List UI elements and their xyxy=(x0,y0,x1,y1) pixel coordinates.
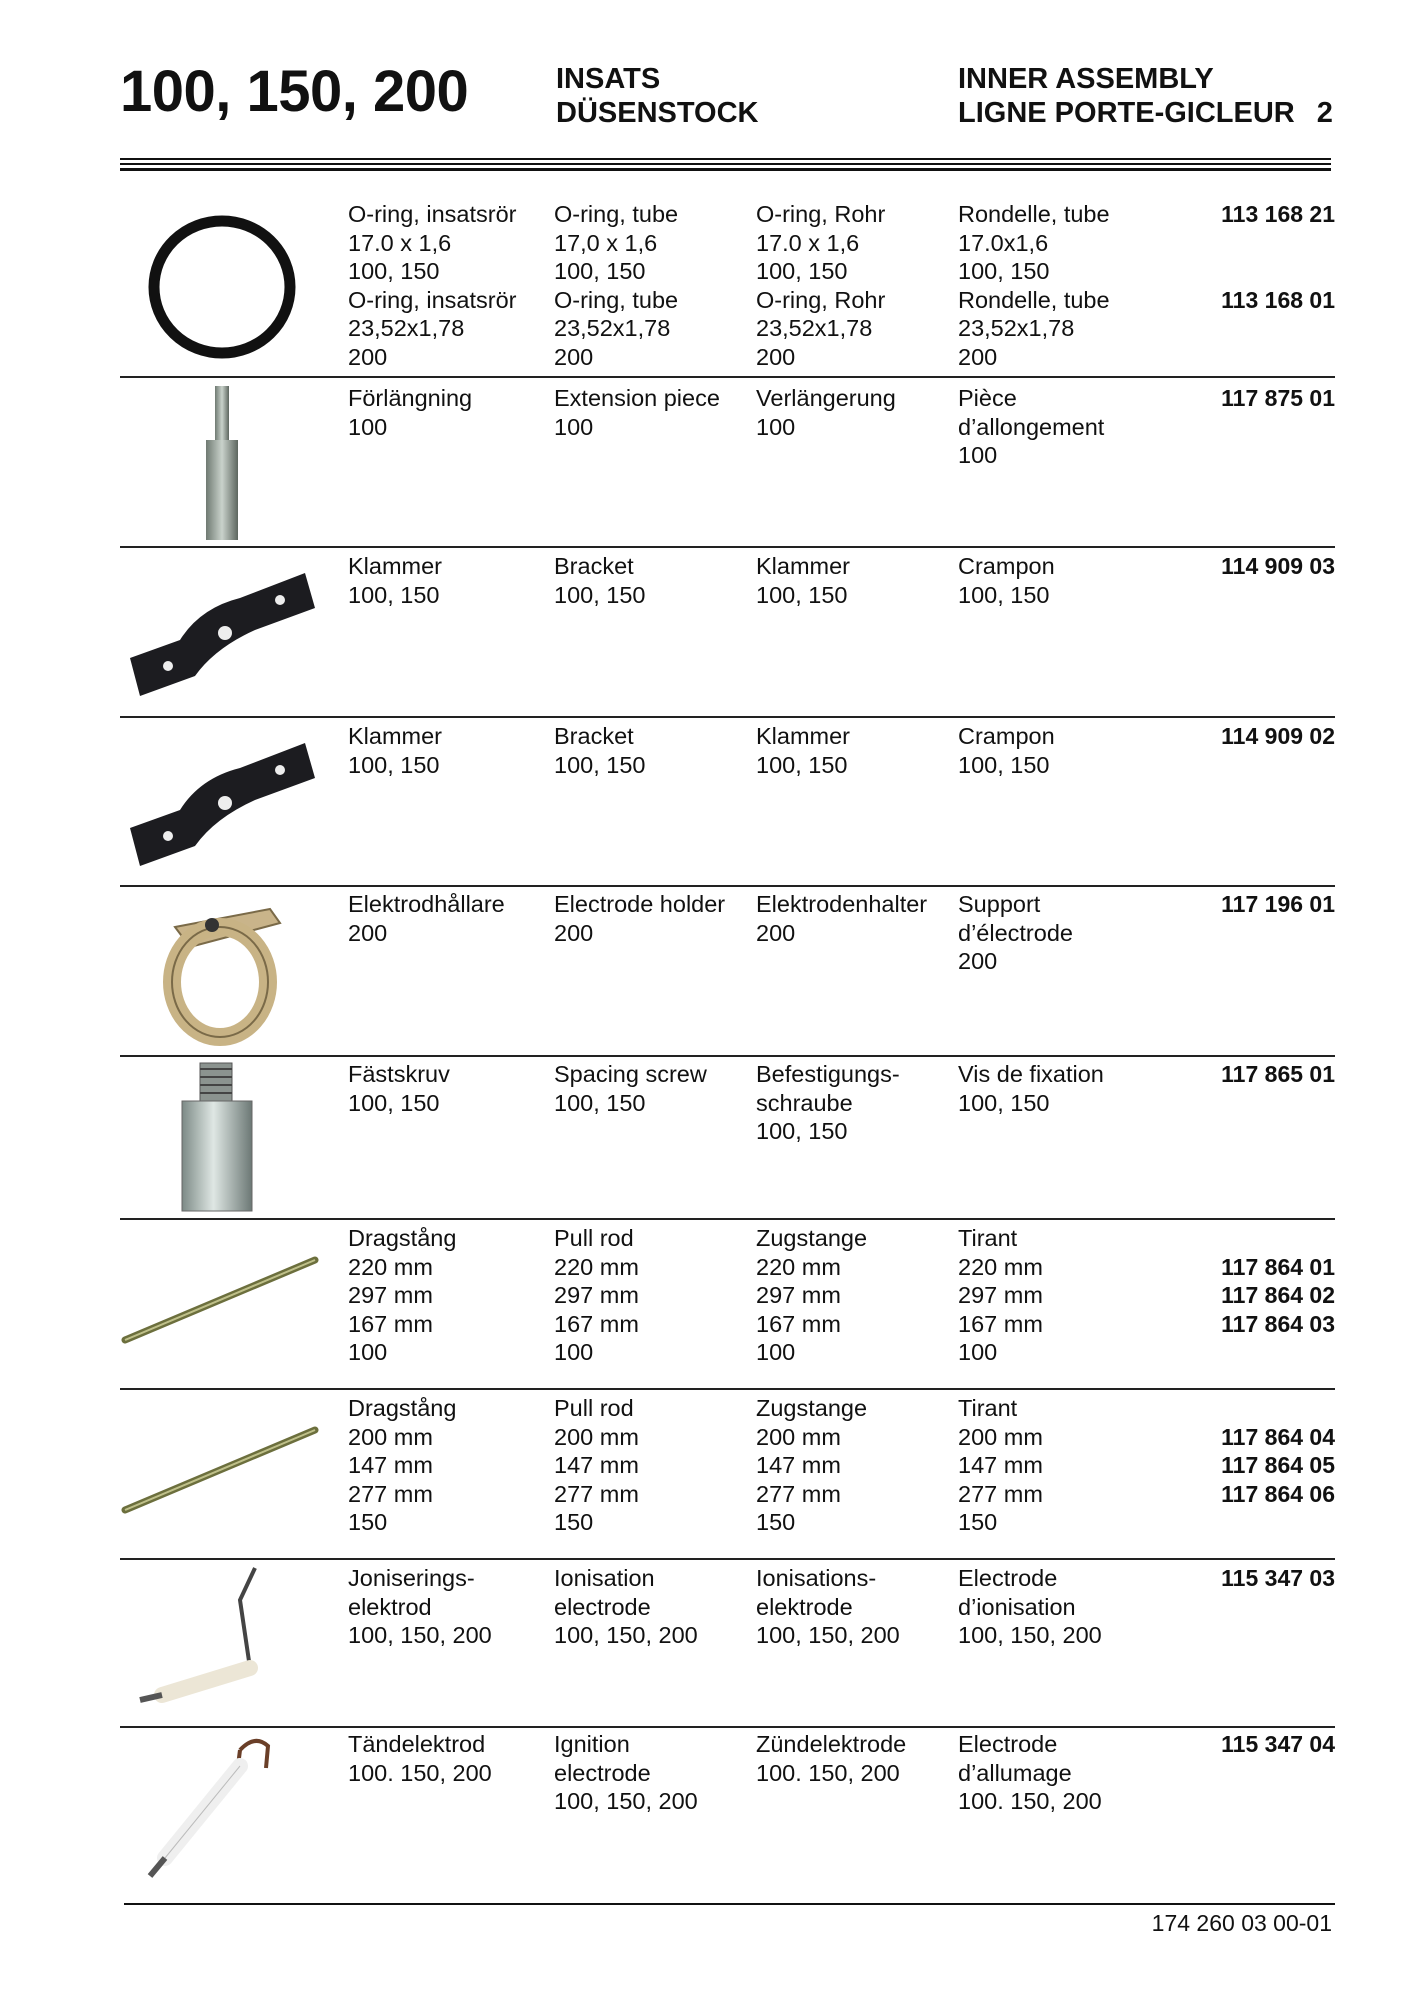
header-english-french xyxy=(958,62,1333,130)
extension-piece-icon xyxy=(120,378,320,548)
header-title-english: INNER ASSEMBLY xyxy=(958,63,1214,95)
ignition-electrode-icon xyxy=(120,1728,320,1890)
description-german: Klammer 100, 150 xyxy=(756,553,851,608)
header-rule xyxy=(120,163,1331,165)
description-english: Electrode holder 200 xyxy=(554,891,726,946)
description-english: Ionisation electrode 100, 150, 200 xyxy=(554,1565,698,1648)
article-number: 117 865 01 xyxy=(1221,1061,1335,1087)
footer-rule xyxy=(124,1903,1335,1905)
part-row xyxy=(120,195,1335,378)
pull-rod-icon xyxy=(120,1390,320,1560)
description-french: Pièce d’allongement 100 xyxy=(958,385,1105,468)
description-swedish: Tändelektrod 100. 150, 200 xyxy=(348,1731,492,1786)
description-swedish: Dragstång 220 mm 297 mm 167 mm 100 xyxy=(348,1225,457,1365)
article-number: 115 347 03 xyxy=(1221,1565,1335,1591)
description-french: Crampon 100, 150 xyxy=(958,553,1055,608)
description-english: Bracket 100, 150 xyxy=(554,553,646,608)
description-french: Electrode d’ionisation 100, 150, 200 xyxy=(958,1565,1102,1648)
article-number: 114 909 02 xyxy=(1221,723,1335,749)
pull-rod-icon xyxy=(120,1220,320,1390)
description-english: Bracket 100, 150 xyxy=(554,723,646,778)
description-english: Spacing screw 100, 150 xyxy=(554,1061,707,1116)
bracket-icon xyxy=(120,548,320,718)
description-swedish: Elektrodhållare 200 xyxy=(348,891,505,946)
article-number: 114 909 03 xyxy=(1221,553,1335,579)
description-french: Crampon 100, 150 xyxy=(958,723,1055,778)
article-number: 117 864 03 xyxy=(1221,1310,1335,1337)
description-swedish: O-ring, insatsrör 17.0 x 1,6 100, 150 O-ring, insatsrör 23,52x1,78 200 xyxy=(348,201,517,370)
description-swedish: Förlängning 100 xyxy=(348,385,473,440)
part-row xyxy=(120,718,1335,887)
header-title-french: LIGNE PORTE-GICLEUR xyxy=(958,97,1295,129)
page-number: 2 xyxy=(1316,97,1333,129)
part-row xyxy=(120,1560,1335,1728)
description-swedish: Fästskruv 100, 150 xyxy=(348,1061,450,1116)
part-row xyxy=(120,1220,1335,1390)
description-german: Zugstange 200 mm 147 mm 277 mm 150 xyxy=(756,1395,868,1535)
description-swedish: Joniserings- elektrod 100, 150, 200 xyxy=(348,1565,492,1648)
part-row xyxy=(120,548,1335,718)
description-german: O-ring, Rohr 17.0 x 1,6 100, 150 O-ring, Rohr 23,52x1,78 200 xyxy=(756,201,886,370)
description-german: Zugstange 220 mm 297 mm 167 mm 100 xyxy=(756,1225,868,1365)
description-german: Verlängerung 100 xyxy=(756,385,896,440)
description-french: Tirant 220 mm 297 mm 167 mm 100 xyxy=(958,1225,1043,1365)
bracket-icon xyxy=(120,718,320,887)
description-german: Befestigungs- schraube 100, 150 xyxy=(756,1061,900,1144)
description-german: Elektrodenhalter 200 xyxy=(756,891,928,946)
header-title-french-line xyxy=(958,96,1333,130)
description-german: Klammer 100, 150 xyxy=(756,723,851,778)
o-ring-icon xyxy=(120,195,320,378)
article-number: 117 864 04 xyxy=(1221,1423,1335,1450)
part-row xyxy=(120,887,1335,1057)
spacing-screw-icon xyxy=(120,1057,320,1220)
description-german: Ionisations- elektrode 100, 150, 200 xyxy=(756,1565,900,1648)
description-swedish: Klammer 100, 150 xyxy=(348,723,443,778)
part-row xyxy=(120,378,1335,548)
description-english: O-ring, tube 17,0 x 1,6 100, 150 O-ring, tube 23,52x1,78 200 xyxy=(554,201,679,370)
description-german: Zündelektrode 100. 150, 200 xyxy=(756,1731,907,1786)
article-number: 113 168 21 xyxy=(1221,201,1335,227)
description-french: Vis de fixation 100, 150 xyxy=(958,1061,1104,1116)
article-number: 117 196 01 xyxy=(1221,891,1335,917)
description-french: Support d’électrode 200 xyxy=(958,891,1073,974)
header-rule xyxy=(120,158,1331,160)
article-number: 117 864 02 xyxy=(1221,1282,1335,1308)
article-number: 117 864 05 xyxy=(1221,1452,1335,1478)
description-swedish: Dragstång 200 mm 147 mm 277 mm 150 xyxy=(348,1395,457,1535)
article-number: 117 864 06 xyxy=(1221,1480,1335,1507)
header-models: 100, 150, 200 xyxy=(120,59,469,124)
description-french: Tirant 200 mm 147 mm 277 mm 150 xyxy=(958,1395,1043,1535)
description-french: Electrode d’allumage 100. 150, 200 xyxy=(958,1731,1102,1814)
description-french: Rondelle, tube 17.0x1,6 100, 150 Rondelle, tube 23,52x1,78 200 xyxy=(958,201,1110,370)
header-title-german: DÜSENSTOCK xyxy=(556,97,759,129)
description-swedish: Klammer 100, 150 xyxy=(348,553,443,608)
part-row xyxy=(120,1728,1335,1890)
article-number: 113 168 01 xyxy=(1221,286,1335,313)
description-english: Extension piece 100 xyxy=(554,385,720,440)
article-number: 115 347 04 xyxy=(1221,1731,1335,1757)
part-row xyxy=(120,1057,1335,1220)
header-rule xyxy=(120,168,1331,171)
part-row xyxy=(120,1390,1335,1560)
description-english: Ignition electrode 100, 150, 200 xyxy=(554,1731,698,1814)
article-number: 117 875 01 xyxy=(1221,385,1335,411)
header-title-swedish: INSATS xyxy=(556,63,661,95)
electrode-holder-icon xyxy=(120,887,320,1057)
document-number: 174 260 03 00-01 xyxy=(1151,1910,1332,1936)
ionisation-electrode-icon xyxy=(120,1560,320,1728)
article-number: 117 864 01 xyxy=(1221,1253,1335,1280)
description-english: Pull rod 220 mm 297 mm 167 mm 100 xyxy=(554,1225,639,1365)
header-swedish-german xyxy=(556,62,759,130)
description-english: Pull rod 200 mm 147 mm 277 mm 150 xyxy=(554,1395,639,1535)
